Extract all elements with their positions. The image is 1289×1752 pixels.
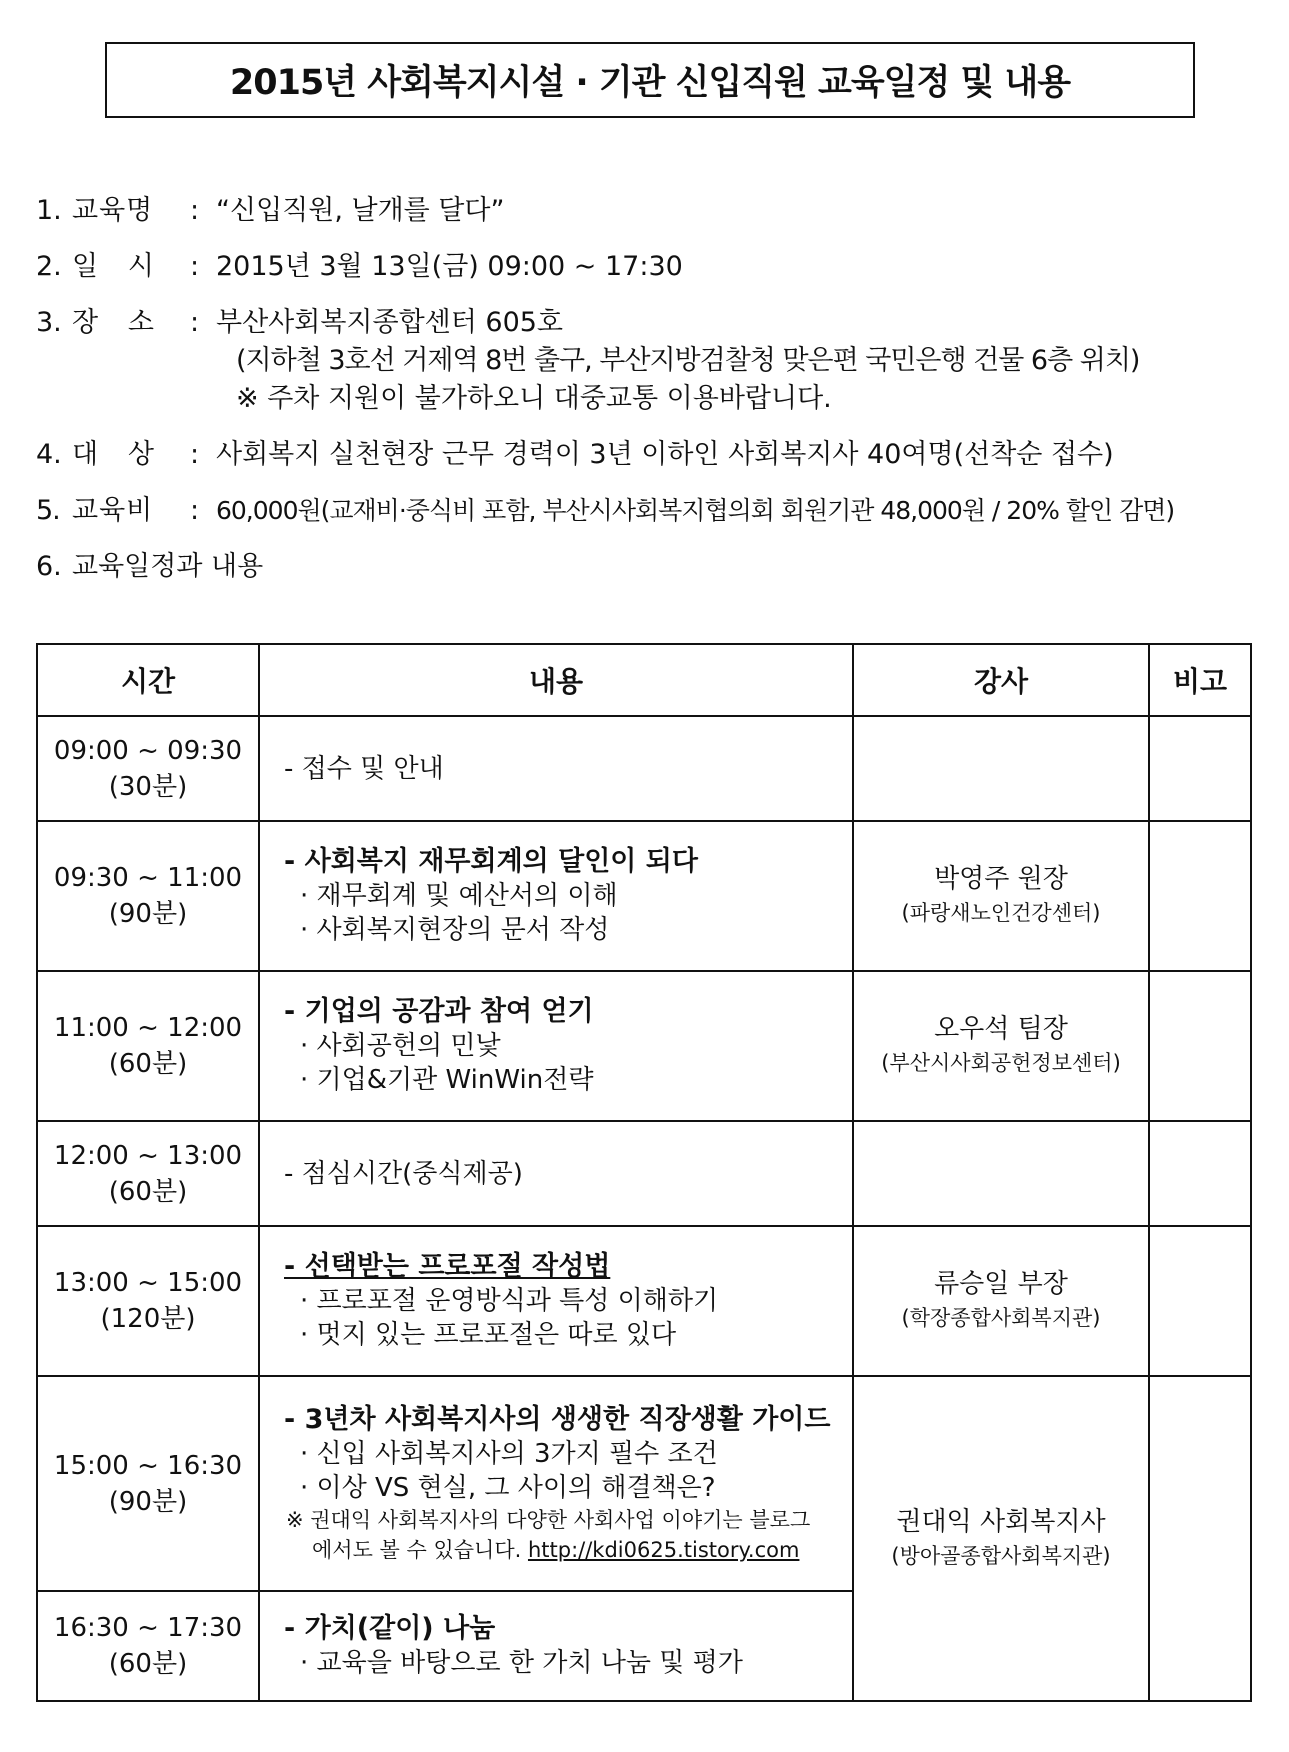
session-title: - 선택받는 프로포절 작성법	[284, 1251, 611, 1282]
info-item-fee	[36, 492, 1266, 530]
info-label: 교육비	[72, 495, 154, 526]
duration: (90분)	[108, 1486, 188, 1517]
session-item: · 신입 사회복지사의 3가지 필수 조건	[300, 1438, 718, 1469]
time-cell	[37, 1226, 259, 1376]
note-cell	[1149, 971, 1251, 1121]
time-cell	[37, 821, 259, 971]
session-title: - 사회복지 재무회계의 달인이 되다	[284, 846, 698, 877]
session-title: - 접수 및 안내	[284, 753, 444, 784]
duration: (60분)	[108, 1049, 188, 1079]
parking-notice: ※ 주차 지원이 불가하오니 대중교통 이용바랍니다.	[236, 383, 832, 414]
instructor-affiliation: (학장종합사회복지관)	[901, 1306, 1101, 1330]
info-item-target	[36, 436, 1266, 474]
info-number: 2.	[36, 251, 62, 282]
instructor-cell	[853, 821, 1149, 971]
time-range: 09:30 ~ 11:00	[53, 863, 243, 893]
info-number: 3.	[36, 307, 62, 338]
time-range: 15:00 ~ 16:30	[53, 1450, 243, 1481]
location-directions: (지하철 3호선 거제역 8번 출구, 부산지방검찰청 맞은편 국민은행 건물 6층 위치)	[236, 345, 1140, 376]
content-cell	[259, 1591, 853, 1701]
header-time: 시간	[37, 644, 259, 716]
info-item-location	[36, 304, 1266, 342]
session-item: · 프로포절 운영방식과 특성 이해하기	[300, 1286, 719, 1316]
info-label: 교육명	[72, 195, 154, 226]
note-cell	[1149, 1376, 1251, 1701]
info-label: 장 소	[72, 307, 155, 338]
table-row	[37, 716, 1251, 821]
document-title: 2015년 사회복지시설 · 기관 신입직원 교육일정 및 내용	[229, 63, 1071, 103]
table-row	[37, 1226, 1251, 1376]
info-section	[36, 192, 1266, 586]
duration: (90분)	[108, 899, 188, 929]
content-cell	[259, 821, 853, 971]
session-item: · 교육을 바탕으로 한 가치 나눔 및 평가	[300, 1648, 743, 1678]
time-range: 16:30 ~ 17:30	[53, 1613, 243, 1643]
info-number: 1.	[36, 195, 62, 226]
time-cell	[37, 1376, 259, 1591]
info-number: 4.	[36, 439, 62, 470]
info-item-name	[36, 192, 1266, 230]
table-row	[37, 821, 1251, 971]
header-content: 내용	[259, 644, 853, 716]
duration: (120분)	[100, 1304, 196, 1334]
title-box	[105, 42, 1195, 118]
session-item: · 이상 VS 현실, 그 사이의 해결책은?	[300, 1472, 716, 1503]
info-colon: :	[190, 195, 200, 226]
info-value: “신입직원, 날개를 달다”	[216, 195, 505, 226]
info-number: 5.	[36, 495, 60, 526]
info-number: 6.	[36, 551, 62, 582]
content-cell	[259, 1376, 853, 1591]
session-item: · 기업&기관 WinWin전략	[300, 1065, 594, 1095]
note-cell	[1149, 1226, 1251, 1376]
instructor-name: 오우석 팀장	[934, 1014, 1068, 1044]
info-colon: :	[190, 307, 200, 338]
instructor-cell	[853, 1121, 1149, 1226]
info-label: 일 시	[72, 251, 155, 282]
info-item-schedule	[36, 548, 1266, 586]
time-cell	[37, 1591, 259, 1701]
header-note: 비고	[1149, 644, 1251, 716]
content-cell	[259, 716, 853, 821]
instructor-affiliation: (방아골종합사회복지관)	[891, 1543, 1111, 1568]
instructor-affiliation: (파랑새노인건강센터)	[901, 901, 1101, 925]
session-title: - 가치(같이) 나눔	[284, 1613, 496, 1644]
instructor-cell	[853, 1226, 1149, 1376]
blog-note: ※ 권대익 사회복지사의 다양한 사회사업 이야기는 블로그	[286, 1507, 811, 1532]
time-range: 12:00 ~ 13:00	[53, 1140, 243, 1171]
info-colon: :	[190, 495, 199, 526]
duration: (30분)	[108, 771, 188, 802]
info-label: 대 상	[72, 439, 155, 470]
session-item: · 사회복지현장의 문서 작성	[300, 915, 610, 945]
table-header-row	[37, 644, 1251, 716]
note-cell	[1149, 1121, 1251, 1226]
instructor-cell	[853, 971, 1149, 1121]
info-value: 2015년 3월 13일(금) 09:00 ~ 17:30	[216, 251, 683, 282]
time-cell	[37, 971, 259, 1121]
note-cell	[1149, 821, 1251, 971]
table-row	[37, 971, 1251, 1121]
info-label: 교육일정과 내용	[72, 551, 264, 582]
content-cell	[259, 1121, 853, 1226]
session-title: - 점심시간(중식제공)	[284, 1158, 523, 1189]
blog-link[interactable]: http://kdi0625.tistory.com	[527, 1537, 800, 1562]
duration: (60분)	[108, 1649, 188, 1679]
time-range: 13:00 ~ 15:00	[53, 1268, 243, 1298]
instructor-name: 류승일 부장	[934, 1269, 1068, 1299]
instructor-name: 권대익 사회복지사	[896, 1506, 1106, 1537]
session-title: - 3년차 사회복지사의 생생한 직장생활 가이드	[284, 1403, 831, 1435]
instructor-name: 박영주 원장	[934, 864, 1068, 894]
instructor-affiliation: (부산시사회공헌정보센터)	[881, 1051, 1121, 1075]
content-cell	[259, 1226, 853, 1376]
table-row	[37, 1121, 1251, 1226]
time-range: 11:00 ~ 12:00	[53, 1013, 243, 1043]
instructor-cell	[853, 1376, 1149, 1701]
time-cell	[37, 1121, 259, 1226]
time-cell	[37, 716, 259, 821]
info-colon: :	[190, 439, 200, 470]
blog-note-cont: 에서도 볼 수 있습니다.	[312, 1537, 522, 1562]
instructor-cell	[853, 716, 1149, 821]
info-value: 부산사회복지종합센터 605호	[216, 307, 564, 338]
session-item: · 멋지 있는 프로포절은 따로 있다	[300, 1320, 677, 1350]
session-item: · 재무회계 및 예산서의 이해	[300, 881, 618, 911]
info-value: 사회복지 실천현장 근무 경력이 3년 이하인 사회복지사 40여명(선착순 접수)	[216, 439, 1114, 470]
header-instructor: 강사	[853, 644, 1149, 716]
session-title: - 기업의 공감과 참여 얻기	[284, 996, 594, 1027]
table-row	[37, 1376, 1251, 1591]
note-cell	[1149, 716, 1251, 821]
schedule-table	[36, 643, 1252, 1702]
info-value: 60,000원(교재비·중식비 포함, 부산시사회복지협의회 회원기관 48,000원 / 20% 할인 감면)	[216, 496, 1175, 525]
info-item-datetime	[36, 248, 1266, 286]
duration: (60분)	[108, 1176, 188, 1207]
session-item: · 사회공헌의 민낯	[300, 1031, 501, 1061]
time-range: 09:00 ~ 09:30	[53, 735, 243, 766]
info-colon: :	[190, 251, 200, 282]
content-cell	[259, 971, 853, 1121]
